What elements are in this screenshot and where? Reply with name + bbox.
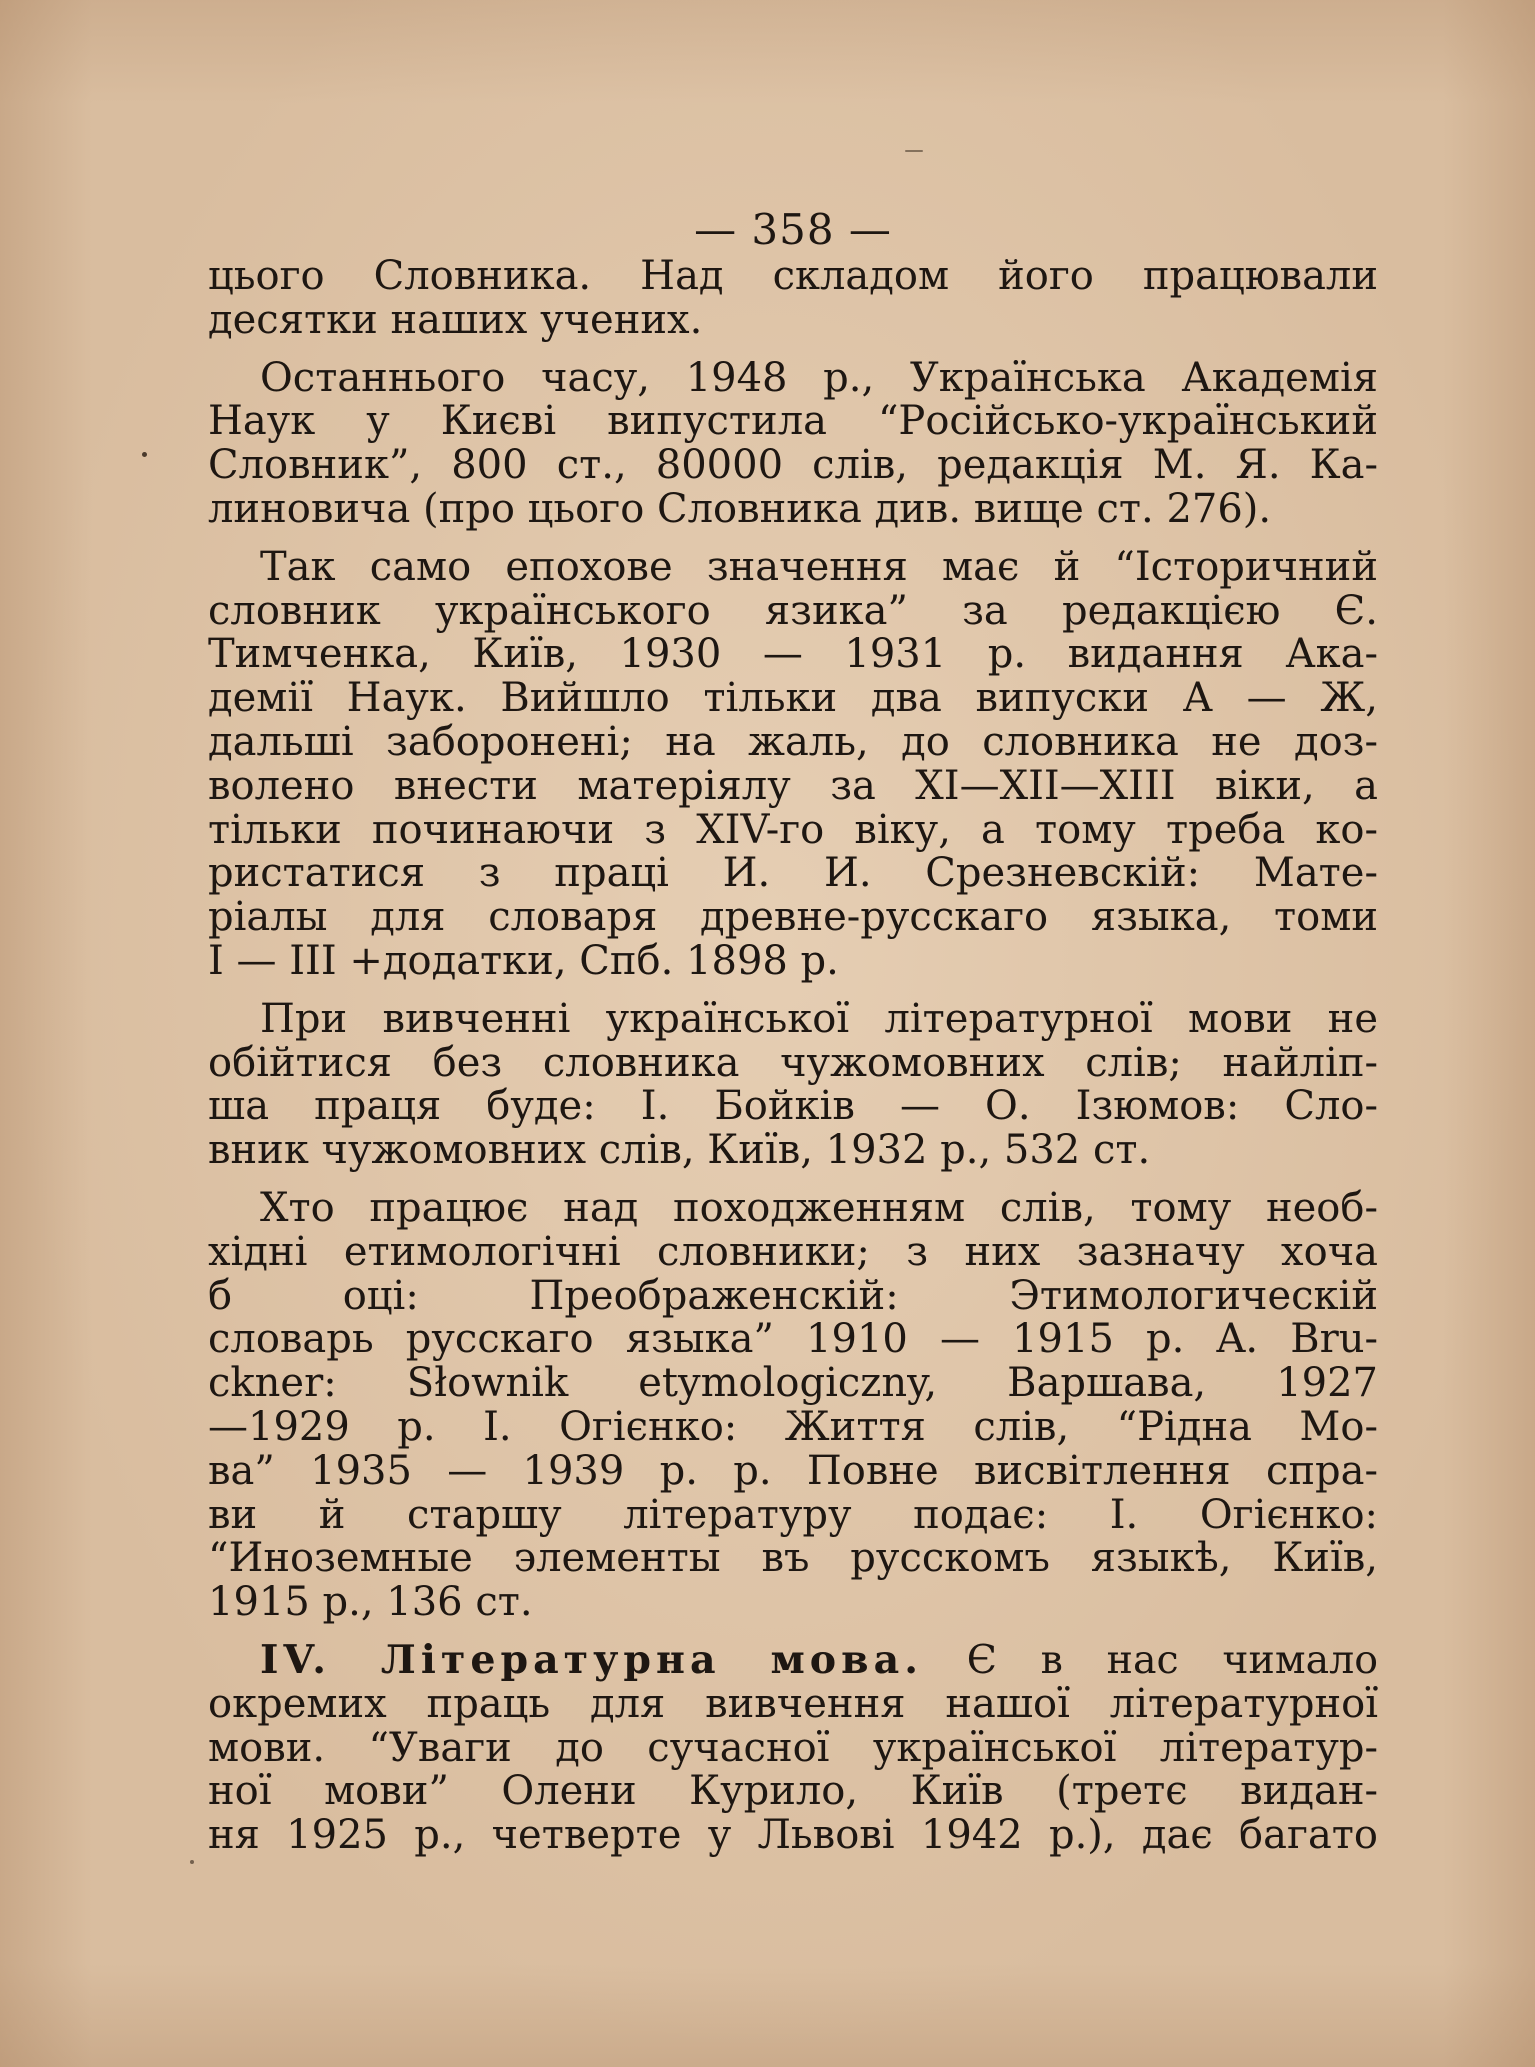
text-line: Так само епохове значення має й “Історичний — [260, 543, 1378, 590]
text-line: ристатися з праці И. И. Срезневскій: Мате- — [208, 850, 1378, 897]
text-line: “Иноземные элементы въ русскомъ языкѣ, Київ, — [208, 1535, 1378, 1582]
text-line: ня 1925 р., четверте у Львові 1942 р.), дає багато — [208, 1812, 1378, 1859]
text-line: 1915 р., 136 ст. — [208, 1579, 533, 1626]
text-line: тільки починаючи з XIV-го віку, а тому треба ко- — [208, 806, 1378, 853]
text-line: Хто працює над походженням слів, тому необ- — [260, 1184, 1378, 1231]
text-line: вник чужомовних слів, Київ, 1932 р., 532 ст. — [208, 1127, 1151, 1174]
paragraph-academy-dictionary — [208, 354, 1378, 532]
text-line: При вивченні української літературної мови не — [260, 995, 1378, 1042]
dust-speck — [905, 150, 923, 152]
text-line: ша праця буде: І. Бойків — О. Ізюмов: Сло- — [208, 1083, 1378, 1130]
text-line: Наук у Києві випустила “Російсько-український — [208, 398, 1378, 445]
page-number: — 358 — — [694, 205, 892, 254]
text-line: словник українського язика” за редакцією Є. — [208, 587, 1378, 634]
text-line: ної мови” Олени Курило, Київ (третє видан- — [208, 1768, 1378, 1815]
section-literary-language — [208, 1636, 1378, 1859]
paragraph-continuation — [208, 255, 1378, 343]
text-line: демії Наук. Вийшло тільки два випуски А — Ж, — [208, 675, 1378, 722]
text-line: мови. “Уваги до сучасної української літератур- — [208, 1724, 1378, 1771]
dust-speck — [142, 452, 147, 457]
text-line: Останнього часу, 1948 р., Українська Академія — [260, 354, 1378, 401]
text-line: Словник”, 800 ст., 80000 слів, редакція М. Я. Ка- — [208, 442, 1378, 489]
text-line: линовича (про цього Словника див. вище ст. 276). — [208, 485, 1272, 532]
text-line: хідні етимологічні словники; з них зазначу хоча — [208, 1228, 1378, 1275]
text-line: десятки наших учених. — [208, 296, 703, 343]
text-line: ріалы для словаря древне-русскаго языка, томи — [208, 894, 1378, 941]
paragraph-foreign-words — [208, 995, 1378, 1174]
section-heading: IV. Літературна мова. — [260, 1636, 923, 1683]
text-line: Тимченка, Київ, 1930 — 1931 р. видання Ака- — [208, 631, 1378, 678]
text-line: волено внести матеріялу за XI—XII—XIII віки, а — [208, 762, 1378, 809]
paragraph-historical-dictionary — [208, 543, 1378, 984]
paragraph-etymology — [208, 1184, 1378, 1626]
book-page — [208, 205, 1378, 1858]
text-line: ckner: Słownik etymologiczny, Варшава, 1927 — [208, 1360, 1378, 1407]
text-line: цього Словника. Над складом його працювали — [208, 253, 1378, 299]
text-line: обійтися без словника чужомовних слів; найліп- — [208, 1039, 1378, 1086]
text-line: I — III +додатки, Спб. 1898 р. — [208, 937, 839, 984]
text-line: ва” 1935 — 1939 р. р. Повне висвітлення спра- — [208, 1447, 1378, 1494]
text-line: ви й старшу літературу подає: І. Огієнко: — [208, 1491, 1378, 1538]
text-line: окремих праць для вивчення нашої літературної — [208, 1680, 1378, 1727]
text-line: дальші заборонені; на жаль, до словника не доз- — [208, 718, 1378, 765]
text-line: б оці: Преображенскій: Этимологическій — [208, 1272, 1378, 1319]
dust-speck — [190, 1860, 194, 1864]
section-heading-line: IV. Літературна мова. Є в нас чимало — [260, 1636, 1378, 1683]
text-line: —1929 р. І. Огієнко: Життя слів, “Рідна Мо- — [208, 1403, 1378, 1450]
text-line: словарь русскаго языка” 1910 — 1915 р. A. Bru- — [208, 1316, 1378, 1363]
